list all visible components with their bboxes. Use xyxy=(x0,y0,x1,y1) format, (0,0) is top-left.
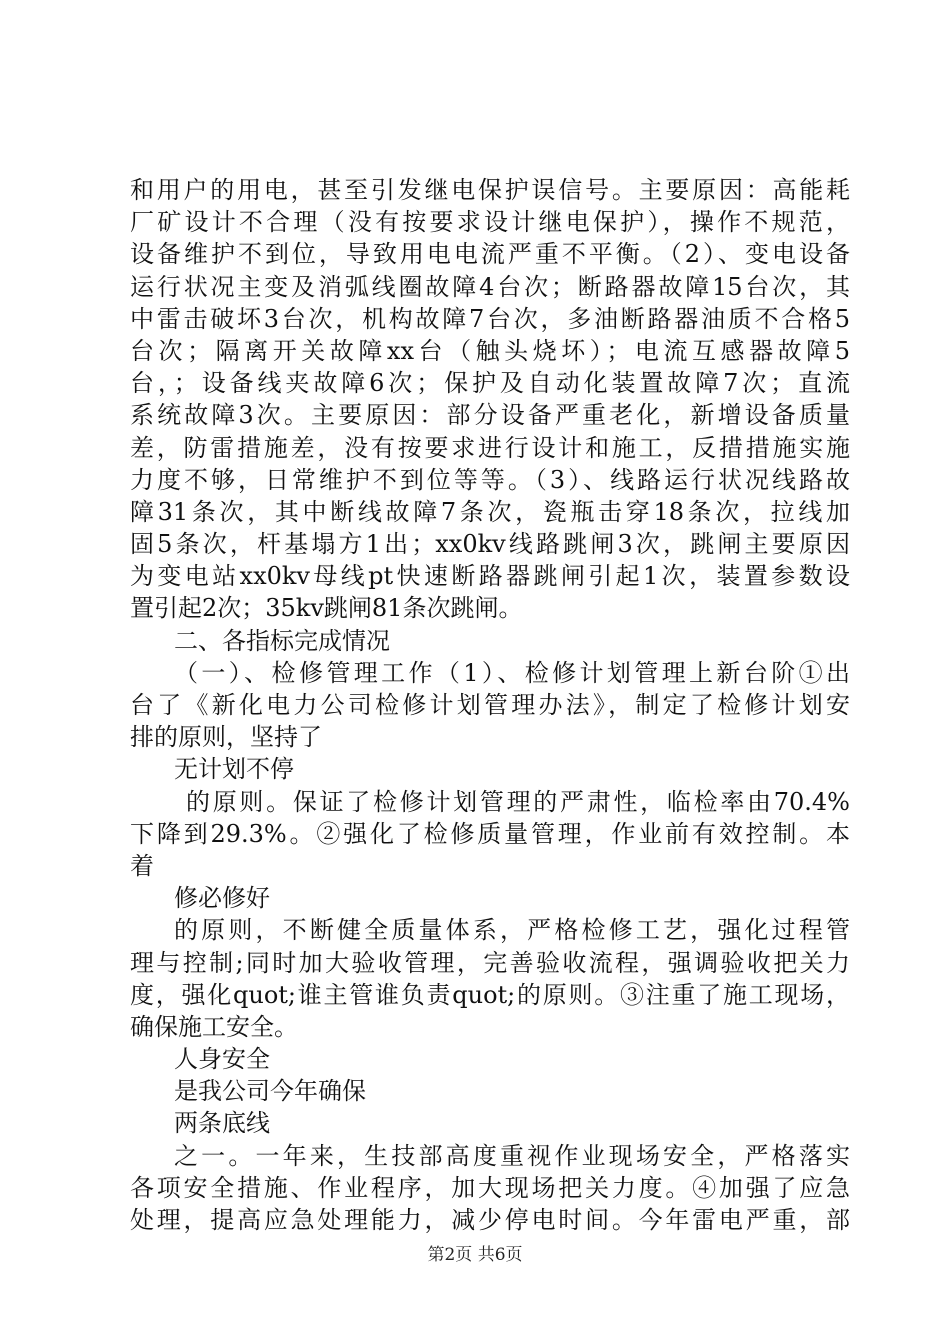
text-line: 和用户的用电，甚至引发继电保护误信号。主要原因：高能耗 xyxy=(130,176,850,204)
text-line: 厂矿设计不合理（没有按要求设计继电保护），操作不规范， xyxy=(130,208,850,237)
text-line: 台次；隔离开关故障xx台（触头烧坏）；电流互感器故障5 xyxy=(130,336,850,365)
text-line: 置引起2次；35kv跳闸81条次跳闸。 xyxy=(130,594,523,623)
text-line: 各项安全措施、作业程序，加大现场把关力度。④加强了应急 xyxy=(130,1173,850,1202)
text-line: 力度不够，日常维护不到位等等。（3）、线路运行状况线路故 xyxy=(130,465,850,494)
text-line: 下降到29.3%。②强化了检修质量管理，作业前有效控制。本 xyxy=(130,819,850,848)
text-line: 处理，提高应急处理能力，减少停电时间。今年雷电严重，部 xyxy=(130,1206,850,1234)
quoted-phrase: 人身安全 xyxy=(174,1045,270,1074)
text-line: 系统故障3次。主要原因：部分设备严重老化，新增设备质量 xyxy=(130,401,850,430)
quoted-phrase: 两条底线 xyxy=(174,1109,270,1138)
text-line: 是我公司今年确保 xyxy=(174,1077,366,1106)
page-footer xyxy=(0,1244,950,1266)
text-line: 理与控制;同时加大验收管理，完善验收流程，强调验收把关力 xyxy=(130,948,850,977)
text-line: 台了《新化电力公司检修计划管理办法》，制定了检修计划安 xyxy=(130,691,850,719)
text-line: 设备维护不到位，导致用电电流严重不平衡。（2）、变电设备 xyxy=(130,240,850,269)
text-line: 的原则，不断健全质量体系，严格检修工艺，强化过程管 xyxy=(174,916,850,945)
quoted-phrase: 修必修好 xyxy=(174,884,270,913)
document-body xyxy=(130,174,850,1236)
text-line: 差，防雷措施差，没有按要求进行设计和施工，反措措施实施 xyxy=(130,433,850,462)
text-line: 运行状况主变及消弧线圈故障4台次；断路器故障15台次，其 xyxy=(130,272,850,301)
text-line: 为变电站xx0kv母线pt快速断路器跳闸引起1次，装置参数设 xyxy=(130,562,850,591)
text-line: 障31条次，其中断线故障7条次，瓷瓶击穿18条次，拉线加 xyxy=(130,497,850,526)
page-number: 第2页 共6页 xyxy=(427,1245,523,1265)
text-line: 之一。一年来，生技部高度重视作业现场安全，严格落实 xyxy=(174,1141,850,1170)
text-line: 度，强化quot;谁主管谁负责quot;的原则。③注重了施工现场， xyxy=(130,980,850,1009)
text-line: 排的原则，坚持了 xyxy=(130,723,322,752)
text-line: 确保施工安全。 xyxy=(130,1012,298,1041)
text-line: 固5条次，杆基塌方1出；xx0kv线路跳闸3次，跳闸主要原因 xyxy=(130,530,850,559)
text-line: 中雷击破坏3台次，机构故障7台次，多油断路器油质不合格5 xyxy=(130,304,850,333)
text-line: （一）、检修管理工作（1）、检修计划管理上新台阶①出 xyxy=(174,658,850,687)
text-line: 台，；设备线夹故障6次；保护及自动化装置故障7次；直流 xyxy=(130,369,850,398)
quoted-phrase: 无计划不停 xyxy=(174,755,294,784)
text-line: 的原则。保证了检修计划管理的严肃性，临检率由70.4% xyxy=(186,787,850,816)
text-line: 着 xyxy=(130,851,154,880)
section-heading: 二、各指标完成情况 xyxy=(174,626,390,655)
